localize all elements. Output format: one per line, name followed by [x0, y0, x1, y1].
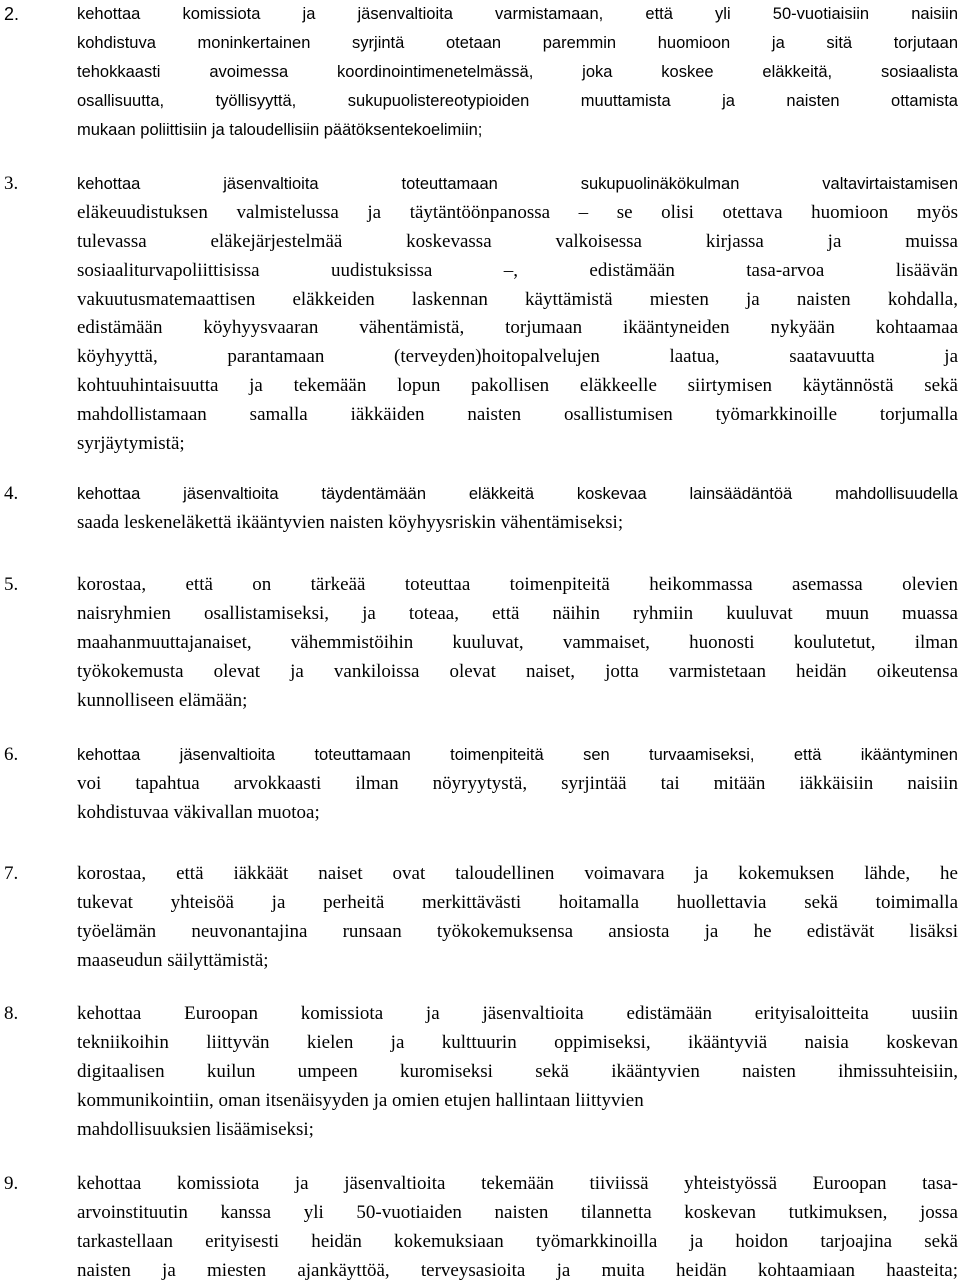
item-text-line: köyhyyttä, parantamaan (terveyden)hoitopalvelujen laatua, saatavuutta ja [77, 346, 958, 368]
item-text-line: naisten ja miesten ajankäyttöä, terveysasioita ja muita heidän kohtaamiaan haasteita; [77, 1259, 958, 1281]
item-text-line: saada leskeneläkettä ikääntyvien naisten köyhyysriskin vähentämiseksi; [77, 511, 624, 533]
item-number: 6. [4, 744, 19, 765]
list-item-5 [0, 571, 960, 715]
item-text-line: kohdistuvaa väkivallan muotoa; [77, 801, 320, 823]
item-text-line: osallisuutta, työllisyyttä, sukupuolistereotypioiden muuttamista ja naisten ottamista [77, 91, 958, 110]
item-number: 4. [4, 483, 19, 504]
item-text-line: maaseudun säilyttämistä; [77, 949, 269, 971]
item-text-line: työkokemusta olevat ja vankiloissa olevat naiset, jotta varmistetaan heidän oikeutensa [77, 660, 958, 682]
item-number: 3. [4, 173, 19, 194]
item-text-line: vakuutusmatemaattisen eläkkeiden laskennan käyttämistä miesten ja naisten kohdalla, [77, 288, 958, 310]
list-item-2 [0, 0, 960, 144]
item-text-line: sosiaaliturvapoliittisissa uudistuksissa –, edistämään tasa-arvoa lisäävän [77, 259, 958, 281]
item-text-line: kunnolliseen elämään; [77, 689, 248, 711]
item-text-line: tarkastellaan erityisesti heidän kokemuksiaan työmarkkinoilla ja hoidon tarjoajina sekä [77, 1230, 958, 1252]
item-text-line: mahdollistamaan samalla iäkkäiden naisten osallistumisen työmarkkinoille torjumalla [77, 404, 958, 426]
list-item-9 [0, 1170, 960, 1286]
item-text-line: kohdistuva moninkertainen syrjintä otetaan paremmin huomioon ja sitä torjutaan [77, 33, 958, 52]
item-number: 8. [4, 1003, 19, 1024]
item-text-line: voi tapahtua arvokkaasti ilman nöyryytystä, syrjintää tai mitään iäkkäisiin naisiin [77, 772, 958, 794]
item-text-line: mahdollisuuksien lisäämiseksi; [77, 1118, 314, 1140]
item-text-line: kehottaa jäsenvaltioita toteuttamaan sukupuolinäkökulman valtavirtaistamisen [77, 175, 958, 193]
list-item-7 [0, 860, 960, 976]
item-text-line: syrjäytymistä; [77, 433, 185, 455]
item-text-line: tulevassa eläkejärjestelmää koskevassa valkoisessa kirjassa ja muissa [77, 230, 958, 252]
list-item-4 [0, 480, 960, 538]
item-number: 9. [4, 1173, 19, 1194]
item-text-line: tehokkaasti avoimessa koordinointimenetelmässä, joka koskee eläkkeitä, sosiaalista [77, 62, 958, 81]
item-text-line: maahanmuuttajanaiset, vähemmistöihin kuuluvat, vammaiset, huonosti koulutetut, ilman [77, 631, 958, 653]
item-number: 7. [4, 863, 19, 884]
item-text-line: kehottaa jäsenvaltioita toteuttamaan toimenpiteitä sen turvaamiseksi, että ikääntyminen [77, 746, 958, 764]
item-text-line: tukevat yhteisöä ja perheitä merkittävästi hoitamalla huollettavia sekä toimimalla [77, 891, 958, 913]
item-text-line: mukaan poliittisiin ja taloudellisiin päätöksentekoelimiin; [77, 120, 483, 139]
item-number: 2. [4, 4, 20, 24]
item-text-line: kehottaa komissiota ja jäsenvaltioita varmistamaan, että yli 50-vuotiaisiin naisiin [77, 5, 958, 23]
item-text-line: edistämään köyhyysvaaran vähentämistä, torjumaan ikääntyneiden nykyään kohtaamaa [77, 317, 958, 339]
item-text-line: kommunikointiin, oman itsenäisyyden ja omien etujen hallintaan liittyvien [77, 1089, 644, 1111]
list-item-6 [0, 741, 960, 828]
item-number: 5. [4, 574, 19, 595]
list-item-3 [0, 170, 960, 459]
item-text-line: digitaalisen kuilun umpeen kuromiseksi sekä ikääntyvien naisten ihmissuhteisiin, [77, 1060, 958, 1082]
list-item-8 [0, 1000, 960, 1144]
item-text-line: kohtuuhintaisuutta ja tekemään lopun pakollisen eläkkeelle siirtymisen käytännöstä sekä [77, 375, 958, 397]
item-text-line: kehottaa jäsenvaltioita täydentämään eläkkeitä koskevaa lainsäädäntöä mahdollisuudella [77, 485, 958, 503]
item-text-line: kehottaa komissiota ja jäsenvaltioita tekemään tiiviissä yhteistyössä Euroopan tasa- [77, 1173, 958, 1194]
item-text-line: naisryhmien osallistamiseksi, ja toteaa, että näihin ryhmiin kuuluvat muun muassa [77, 602, 958, 624]
item-text-line: korostaa, että on tärkeää toteuttaa toimenpiteitä heikommassa asemassa olevien [77, 574, 958, 595]
item-text-line: tekniikoihin liittyvän kielen ja kulttuurin oppimiseksi, ikääntyviä naisia koskevan [77, 1031, 958, 1053]
item-text-line: arvoinstituutin kanssa yli 50-vuotiaiden naisten tilannetta koskevan tutkimuksen, jossa [77, 1201, 958, 1223]
item-text-line: eläkeuudistuksen valmistelussa ja täytäntöönpanossa – se olisi otettava huomioon myös [77, 201, 958, 223]
item-text-line: kehottaa Euroopan komissiota ja jäsenvaltioita edistämään erityisaloitteita uusiin [77, 1003, 958, 1024]
item-text-line: korostaa, että iäkkäät naiset ovat taloudellinen voimavara ja kokemuksen lähde, he [77, 863, 958, 884]
item-text-line: työelämän neuvonantajina runsaan työkokemuksensa ansiosta ja he edistävät lisäksi [77, 920, 958, 942]
